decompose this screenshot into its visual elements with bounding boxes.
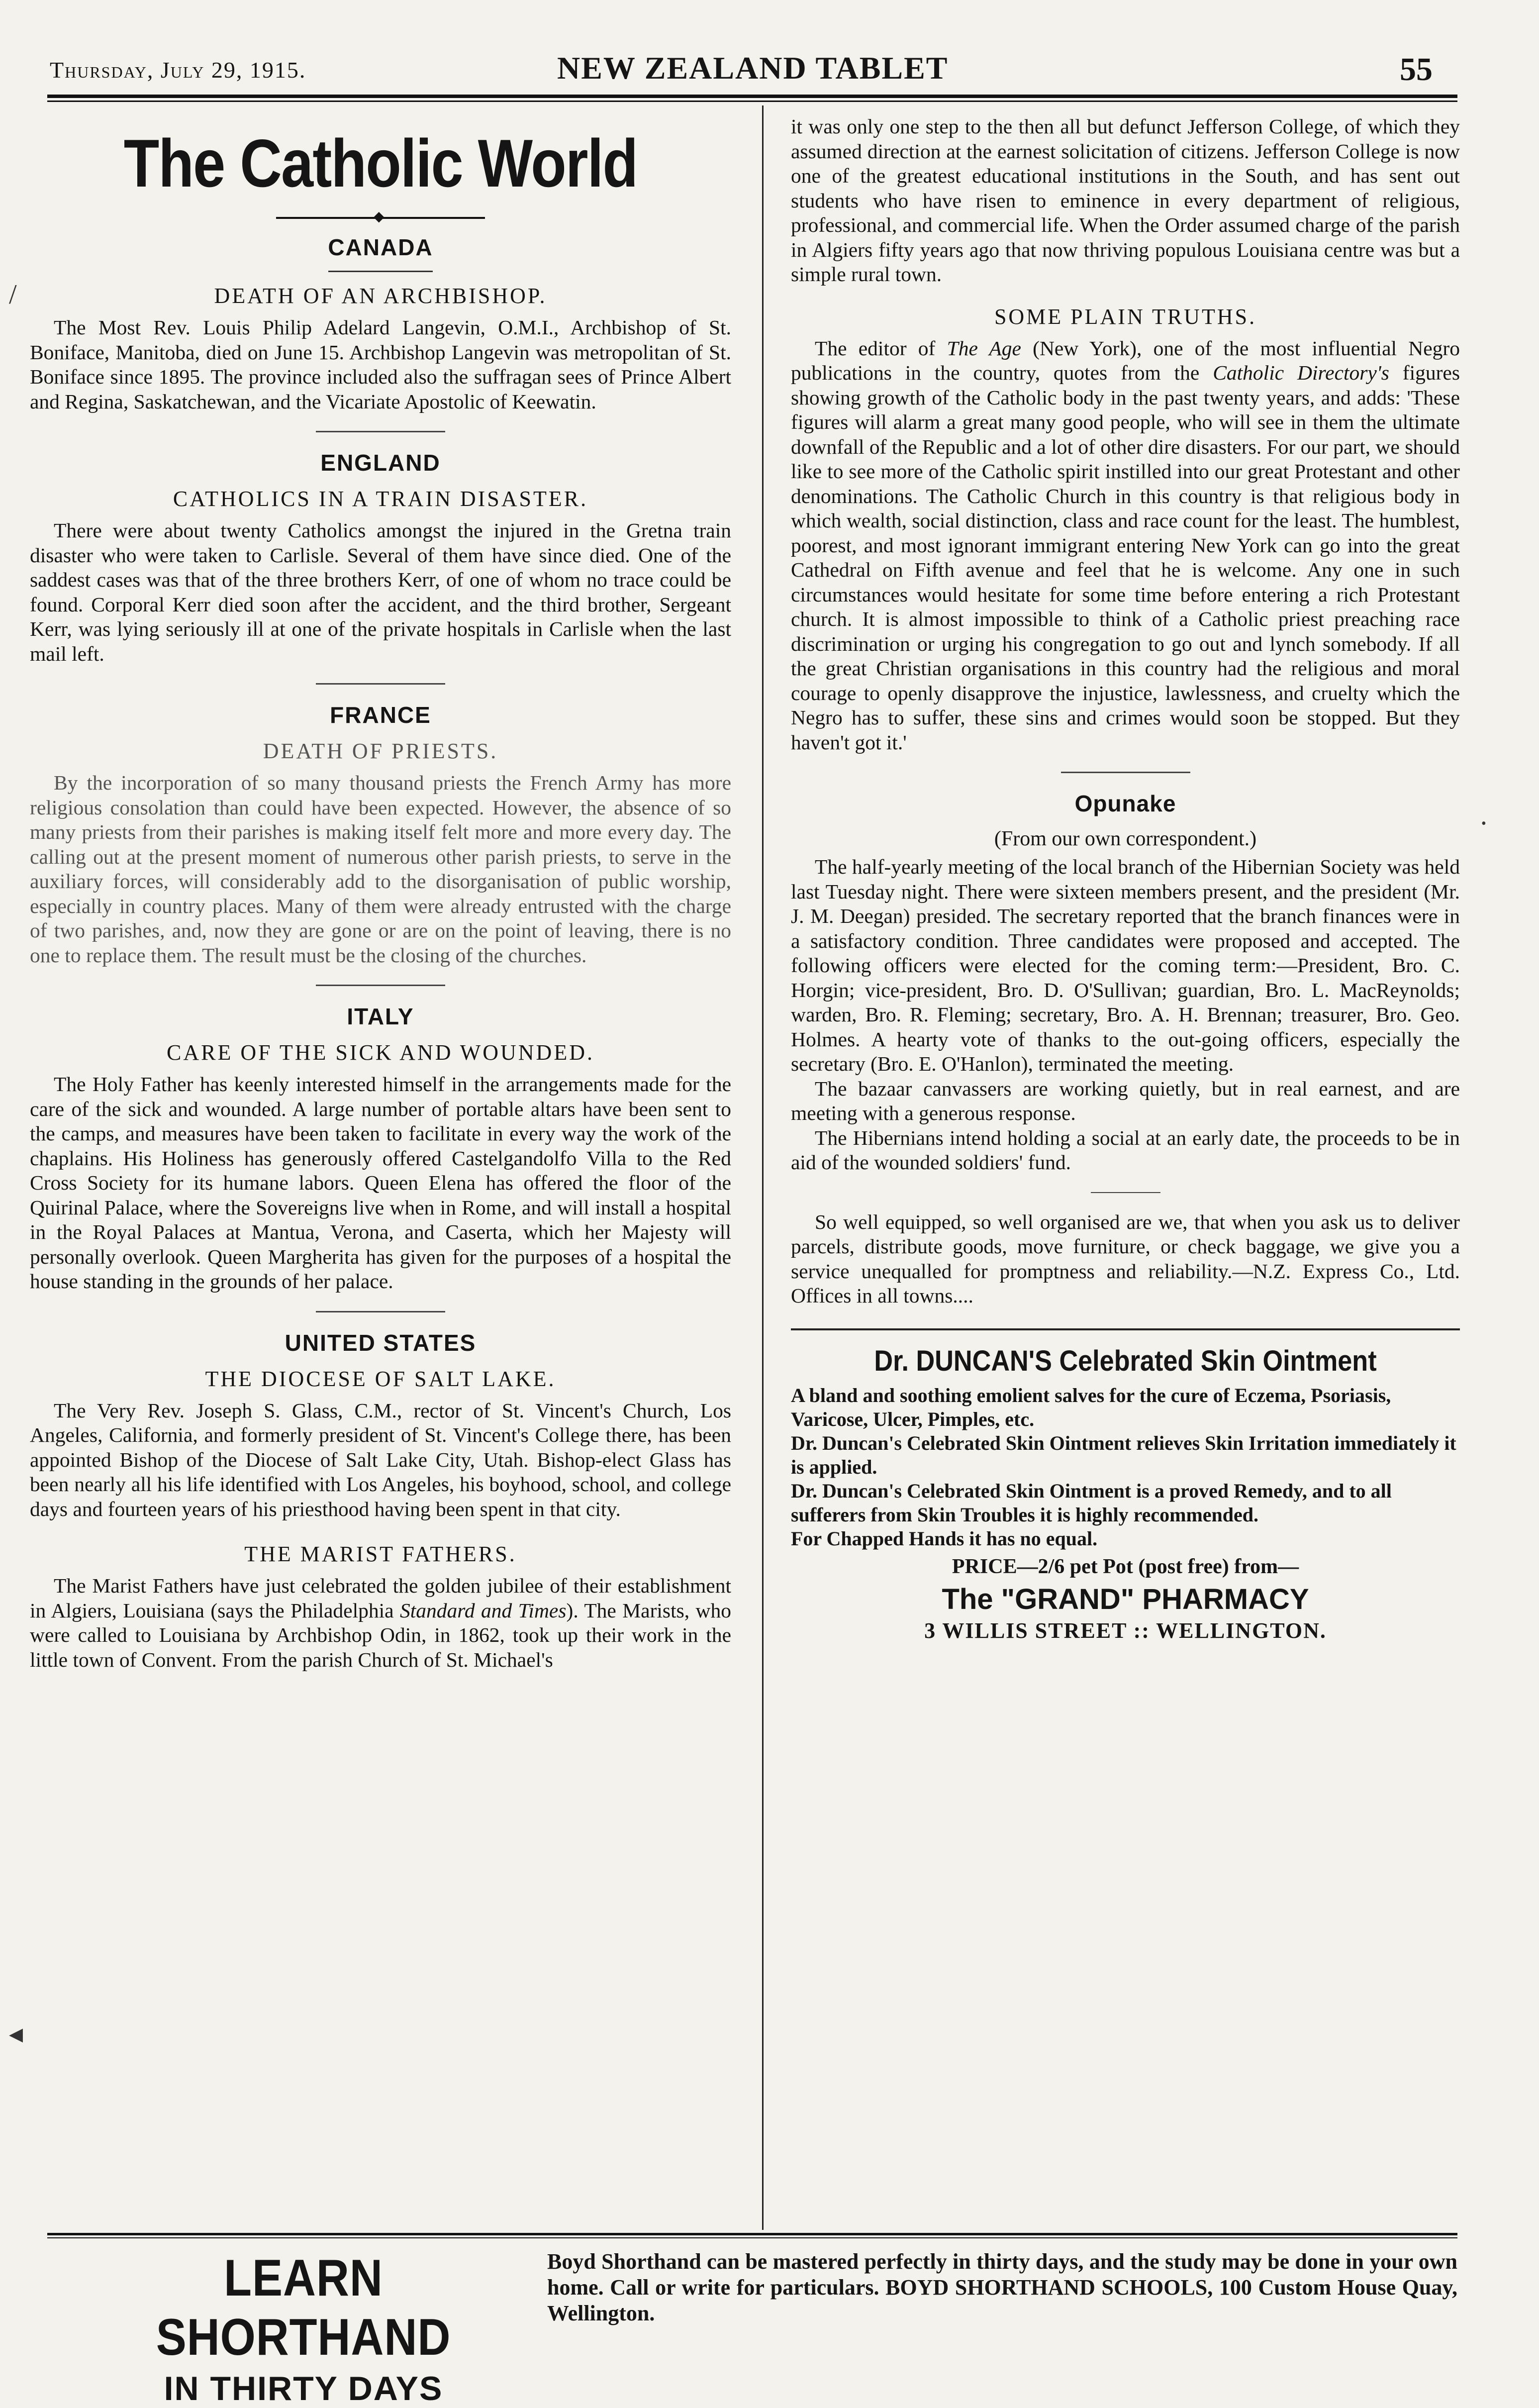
shorthand-text: Boyd Shorthand can be mastered perfectly in thirty days, and the study may be done in your own home. Call or write for particulars. BOYD SHORTHAND SCHOOLS, 100 Custom House Quay, Wellington. [547,2249,1457,2325]
text-run: ). The Marists, who were called to Louisiana by Archbishop Odin, in 1862, took up their work in the little town of Convent. From the parish Church of St. Michael's [30,1599,731,1671]
text-run: figures showing growth of the Catholic body in the past twenty years, and adds: 'These figures will alarm a great many good people, who will see in them the ultimate downfall of the Republic and a lot of other dire disasters. For our part, we should like to see more of the Catholic spirit instilled into our great Protestant and other denominations. The Catholic Church in this country is that religious body in which wealth, social distinction, class and race count for the least. The humblest, poorest, and most ignorant immigrant entering New York can go into the great Cathedral on Fifth avenue and feel that he is welcome. Any one in such circumstances would hesitate for some time before entering a rich Protestant church. It is almost impossible to think of a Catholic priest preaching race discrimination or urging his congregation to go out and lynch somebody. If all the great Christian organisations in this country had the religious and moral courage to openly disapprove the injustice, lawlessness, and cruelty which the Negro has to suffer, these sins and crimes would soon be stopped. But they haven't got it.' [791,361,1460,754]
headline: SOME PLAIN TRUTHS. [994,304,1257,329]
text-run: The Marist Fathers have just celebrated the golden jubilee of their establishment in Algiers, Louisiana (says the Philadelphia [30,1574,731,1622]
separator [1061,772,1190,773]
masthead [50,31,1452,96]
separator [1091,1192,1160,1193]
section-united-states: UNITED STATES [285,1329,477,1356]
footer-rule-thin [47,2237,1457,2238]
article-body: The half-yearly meeting of the local branch of the Hibernian Society was held last Tuesday night. There were sixteen members present, and the president (Mr. J. M. Deegan) presided. The secretary reported that the branch finances were in a satisfactory condition. Three candidates were proposed and accepted. The following officers were elected for the coming term:—President, Bro. C. Horgin; vice-president, Bro. D. O'Sullivan; guardian, Bro. L. MacReynolds; warden, Bro. R. Fleming; secretary, Bro. A. H. Brennan; treasurer, Bro. Geo. Holmes. A hearty vote of thanks to the out-going officers, especially the secretary (Bro. E. O'Hanlon), terminated the meeting. [791,855,1460,1075]
paper-name: NEW ZEALAND TABLET [557,50,949,86]
headline: CATHOLICS IN A TRAIN DISASTER. [173,487,588,511]
advert-pharmacy: The "GRAND" PHARMACY [942,1583,1309,1615]
shorthand-subhead: IN THIRTY DAYS [164,2370,443,2408]
text-run: (New York), one of the most influential Negro publications in the country, quotes from the [791,336,1460,384]
masthead-rule [47,95,1457,98]
headline: THE DIOCESE OF SALT LAKE. [205,1366,556,1391]
margin-dot: • [1481,816,1486,831]
advert-duncan [791,1344,1460,1643]
article-body: The bazaar canvassers are working quietly, but in real earnest, and are meeting with a generous response. [791,1077,1460,1124]
section-opunake: Opunake [1074,791,1176,816]
advert-line: For Chapped Hands it has no equal. [791,1527,1098,1550]
article-body: The Very Rev. Joseph S. Glass, C.M., rector of St. Vincent's Church, Los Angeles, California, and formerly president of St. Vincent's College there, has been appointed Bishop of the Diocese of Salt Lake City, Utah. Bishop-elect Glass has been nearly all his life identified with Los Angeles, his boyhood, school, and college days and fourteen years of his priesthood having been spent in that city. [30,1399,731,1520]
advert-line: Dr. Duncan's Celebrated Skin Ointment is a proved Remedy, and to all sufferers from Skin Troubles it is highly recommended. [791,1479,1392,1526]
ornament-divider [276,217,485,219]
headline: DEATH OF AN ARCHBISHOP. [214,284,547,308]
article-body: The Holy Father has keenly interested himself in the arrangements made for the care of the sick and wounded. A large number of portable altars have been sent to the camps, and measures have been taken to facilitate in every way the work of the chaplains. His Holiness has generously offered Castelgandolfo Villa to the Red Cross Society for its humane labors. Queen Elena has offered the floor of the Quirinal Palace, where the Sovereigns live when in Rome, and will install a hospital in the Royal Palaces at Mantua, Verona, and Caserta, which her Majesty will personally overlook. Queen Margherita has given for the purposes of a hospital the house standing in the grounds of her palace. [30,1073,731,1293]
article-continuation: it was only one step to the then all but defunct Jefferson College, of which they assumed direction at the earnest solicitation of citizens. Jefferson College is now one of the greatest educational institutions in the South, and has sent out students who have risen to eminence in every department of religious, professional, and commercial life. When the Order assumed charge of the parish in Algiers fifty years ago that now thriving populous Louisiana centre was but a simple rural town. [791,115,1460,286]
headline: DEATH OF PRIESTS. [263,739,498,763]
article-body [30,1574,731,1672]
byline: (From our own correspondent.) [994,827,1257,850]
article-body: By the incorporation of so many thousand priests the French Army has more religious consolation than could have been expected. However, the absence of so many priests from their parishes is making itself felt more and more every day. The calling out at the present moment of numerous other parish priests, to serve in the auxiliary forces, will considerably add to the disorganisation of public worship, especially in country places. Many of them were already entrusted with the charge of two parishes, and, now they are gone or are on the point of leaving, there is no one to replace them. The result must be the closing of the churches. [30,771,731,967]
publication-name: Standard and Times [399,1599,567,1622]
advert-address: 3 WILLIS STREET :: WELLINGTON. [924,1618,1327,1643]
advert-price: PRICE—2/6 pet Pot (post free) from— [952,1555,1299,1578]
headline: CARE OF THE SICK AND WOUNDED. [167,1040,594,1065]
left-column [30,114,731,1672]
margin-mark: / [9,279,17,310]
separator [316,985,445,986]
separator [316,1311,445,1312]
article-body: There were about twenty Catholics amongst the injured in the Gretna train disaster who were taken to Carlisle. Several of them have since died. One of the saddest cases was that of the three brothers Kerr, of one of whom no trace could be found. Corporal Kerr died soon after the accident, and the third brother, Sergeant Kerr, was lying seriously ill at one of the private hospitals in Carlisle when the last mail left. [30,519,731,665]
advert-rule [791,1328,1460,1330]
headline: THE MARIST FATHERS. [244,1542,517,1566]
article-body [791,336,1460,755]
advert-express: So well equipped, so well organised are we, that when you ask us to deliver parcels, distribute goods, move furniture, or check baggage, we give you a service unequalled for promptness and reliability.—N.Z. Express Co., Ltd. Offices in all towns.... [791,1210,1460,1307]
section-underline [328,271,433,272]
masthead-rule-thin [47,100,1457,102]
shorthand-banner [75,2249,532,2408]
page-number: 55 [1400,51,1433,88]
right-column [791,114,1460,1643]
section-canada: CANADA [328,234,433,260]
advert-line: A bland and soothing emolient salves for the cure of Eczema, Psoriasis, Varicose, Ulcer, Pimples, etc. [791,1384,1391,1430]
article-body: The Hibernians intend holding a social at an early date, the proceeds to be in aid of the wounded soldiers' fund. [791,1126,1460,1174]
section-italy: ITALY [347,1003,414,1029]
article-body: The Most Rev. Louis Philip Adelard Langevin, O.M.I., Archbishop of St. Boniface, Manitoba, died on June 15. Archbishop Langevin was metropolitan of St. Boniface since 1895. The province included also the suffragan sees of Prince Albert and Regina, Saskatchewan, and the Vicariate Apostolic of Keewatin. [30,316,731,413]
text-run: The editor of [815,336,947,360]
section-france: FRANCE [330,702,431,728]
issue-date: Thursday, July 29, 1915. [50,57,306,83]
separator [316,683,445,685]
advert-line: Dr. Duncan's Celebrated Skin Ointment relieves Skin Irritation immediately it is applied. [791,1431,1456,1478]
shorthand-headline: LEARN SHORTHAND [156,2249,451,2366]
publication-name: Catholic Directory's [1213,361,1389,384]
publication-name: The Age [947,336,1021,360]
footer-rule [47,2233,1457,2235]
margin-mark: ◂ [9,2018,23,2049]
section-title: The Catholic World [123,125,638,201]
advert-title: Dr. DUNCAN'S Celebrated Skin Ointment [874,1344,1377,1377]
separator [316,431,445,432]
section-england: ENGLAND [320,450,441,476]
column-divider [762,105,764,2230]
